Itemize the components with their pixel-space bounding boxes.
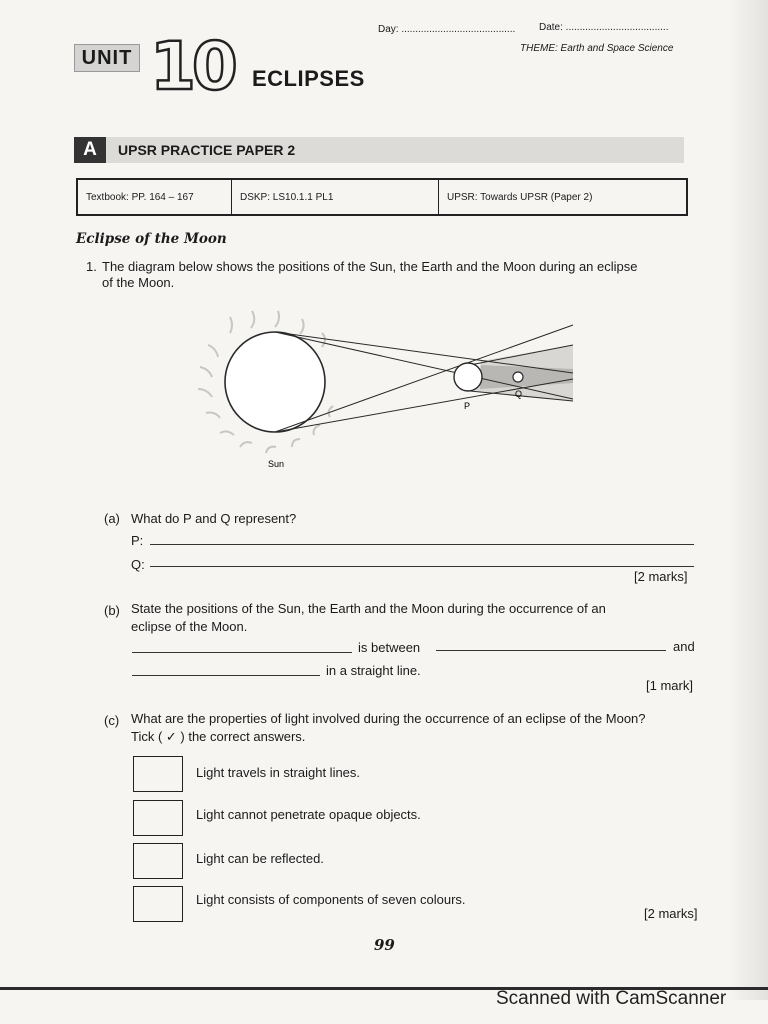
sun-circle xyxy=(225,332,325,432)
part-a-marks: [2 marks] xyxy=(634,569,688,584)
section-title: UPSR PRACTICE PAPER 2 xyxy=(118,142,296,158)
part-a-label: (a) xyxy=(104,511,120,526)
part-a-p-prompt: P: xyxy=(131,533,144,548)
question-number: 1. xyxy=(86,259,97,274)
page-shadow xyxy=(728,0,768,1000)
tick-box-2[interactable] xyxy=(133,800,183,836)
page-number: 99 xyxy=(374,936,395,954)
question-stem-line1: The diagram below shows the positions of the Sun, the Earth and the Moon during an eclipse xyxy=(102,259,638,274)
topic-heading: Eclipse of the Moon xyxy=(76,231,227,247)
part-a-q-prompt: Q: xyxy=(131,557,145,572)
part-b-straight-line: in a straight line. xyxy=(326,663,421,678)
question-stem-line2: of the Moon. xyxy=(102,275,175,290)
ref-upsr: UPSR: Towards UPSR (Paper 2) xyxy=(447,191,593,203)
part-b-question-line1: State the positions of the Sun, the Earth and the Moon during the occurrence of an xyxy=(131,601,606,616)
unit-title: ECLIPSES xyxy=(252,66,365,91)
tick-box-4[interactable] xyxy=(133,886,183,922)
eclipse-diagram xyxy=(190,305,590,480)
option-4: Light consists of components of seven colours. xyxy=(196,892,466,907)
answer-line-q[interactable] xyxy=(150,566,694,567)
part-c-question-line1: What are the properties of light involved during the occurrence of an eclipse of the Moon? xyxy=(131,711,646,726)
unit-label: UNIT xyxy=(74,44,140,72)
part-c-marks: [2 marks] xyxy=(644,906,698,921)
answer-line-b2[interactable] xyxy=(436,650,666,651)
tick-box-1[interactable] xyxy=(133,756,183,792)
part-b-label: (b) xyxy=(104,603,120,618)
unit-number: 10 xyxy=(150,28,234,105)
ref-dskp: DSKP: LS10.1.1 PL1 xyxy=(232,180,439,214)
part-b-and: and xyxy=(673,639,695,654)
part-a-question: What do P and Q represent? xyxy=(131,511,297,526)
part-b-marks: [1 mark] xyxy=(646,678,693,693)
part-c-label: (c) xyxy=(104,713,120,728)
ref-textbook: Textbook: PP. 164 – 167 xyxy=(78,180,232,214)
section-letter: A xyxy=(74,137,106,163)
theme-label: THEME: Earth and Space Science xyxy=(520,43,674,54)
answer-line-b3[interactable] xyxy=(132,675,320,676)
earth-circle xyxy=(454,363,482,391)
sun-label: Sun xyxy=(268,459,285,469)
option-2: Light cannot penetrate opaque objects. xyxy=(196,807,421,822)
p-label: P xyxy=(464,401,471,411)
day-field: Day: ......................................... xyxy=(378,24,516,35)
part-c-question-line2: Tick ( ✓ ) the correct answers. xyxy=(131,729,306,744)
option-3: Light can be reflected. xyxy=(196,851,324,866)
part-b-question-line2: eclipse of the Moon. xyxy=(131,619,248,634)
moon-circle xyxy=(513,372,523,382)
tick-box-3[interactable] xyxy=(133,843,183,879)
scanner-watermark: Scanned with CamScanner xyxy=(496,988,727,1009)
option-1: Light travels in straight lines. xyxy=(196,765,361,780)
answer-line-b1[interactable] xyxy=(132,652,352,653)
reference-table xyxy=(76,178,688,216)
part-b-between: is between xyxy=(358,640,421,655)
date-field: Date: ..................................... xyxy=(539,22,669,33)
answer-line-p[interactable] xyxy=(150,544,694,545)
q-label: Q xyxy=(515,389,523,399)
